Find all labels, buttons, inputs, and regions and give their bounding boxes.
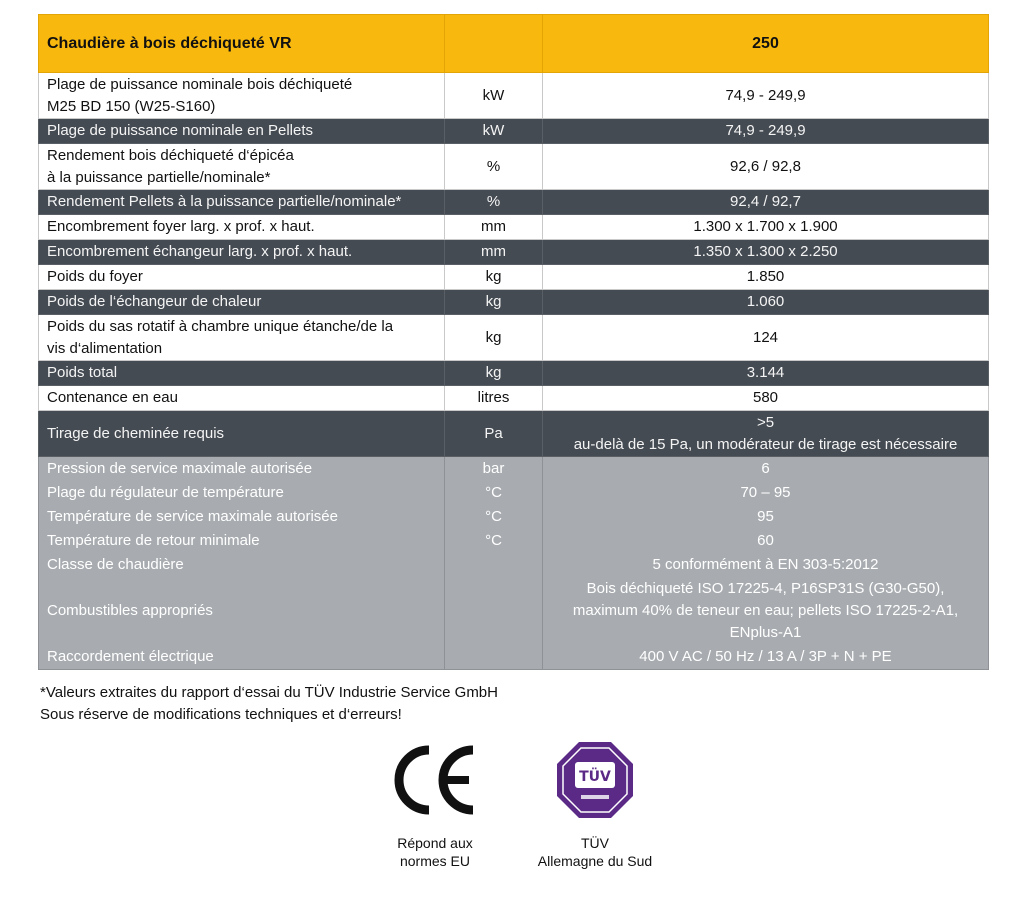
ce-caption-line2: normes EU xyxy=(399,853,471,869)
cell-label xyxy=(39,505,445,529)
cell-label-line: Rendement Pellets à la puissance partielle/nominale* xyxy=(47,193,402,210)
tuv-seal-icon xyxy=(555,740,635,820)
cell-val-line: 5 conformément à EN 303-5:2012 xyxy=(652,556,879,573)
cell-label xyxy=(39,577,445,645)
table-row xyxy=(39,481,989,505)
table-row xyxy=(39,645,989,670)
cell-val-line: 92,4 / 92,7 xyxy=(730,193,801,210)
cell-val-line: 3.144 xyxy=(746,364,785,381)
header-unit xyxy=(445,15,543,73)
cell-val xyxy=(543,411,989,457)
header-model: 250 xyxy=(543,15,989,73)
table-row xyxy=(39,73,989,119)
cell-val xyxy=(543,144,989,190)
cell-label xyxy=(39,215,445,240)
cell-unit: litres xyxy=(445,386,543,411)
footnotes xyxy=(40,682,498,726)
cell-val-line: 400 V AC / 50 Hz / 13 A / 3P + N + PE xyxy=(639,648,892,665)
cell-unit: bar xyxy=(445,457,543,482)
table-row xyxy=(39,240,989,265)
cell-val-line: 1.350 x 1.300 x 2.250 xyxy=(693,243,838,260)
cell-val-line: 1.300 x 1.700 x 1.900 xyxy=(693,218,838,235)
cell-val-line: 74,9 - 249,9 xyxy=(725,86,806,104)
cell-label-line: Classe de chaudière xyxy=(47,556,184,573)
cell-val xyxy=(543,505,989,529)
cell-label xyxy=(39,553,445,577)
table-row xyxy=(39,411,989,457)
cell-unit xyxy=(445,577,543,645)
cell-label-line: Rendement bois déchiqueté d‘épicéa xyxy=(47,146,294,164)
table-row xyxy=(39,144,989,190)
cell-label xyxy=(39,190,445,215)
cell-val xyxy=(543,361,989,386)
cell-label-line: Pression de service maximale autorisée xyxy=(47,460,313,477)
table-row xyxy=(39,265,989,290)
cell-val-line: 1.060 xyxy=(746,293,785,310)
footnote-disclaimer: Sous réserve de modifications techniques et d‘erreurs! xyxy=(40,706,402,723)
cell-label-line: Tirage de cheminée requis xyxy=(47,424,225,442)
cell-label xyxy=(39,481,445,505)
cell-label-line: Plage de puissance nominale en Pellets xyxy=(47,122,314,139)
cell-label xyxy=(39,265,445,290)
table-row xyxy=(39,361,989,386)
cell-val xyxy=(543,315,989,361)
cell-label-line: Plage du régulateur de température xyxy=(47,484,284,501)
cell-label-line: Poids total xyxy=(47,364,118,381)
cell-val-line: 70 – 95 xyxy=(740,484,791,501)
table-row xyxy=(39,190,989,215)
cell-label-line: Température de retour minimale xyxy=(47,532,260,549)
tuv-seal-text: TÜV xyxy=(579,769,611,785)
cell-unit: °C xyxy=(445,505,543,529)
cell-val xyxy=(543,457,989,482)
tuv-caption-line2: Allemagne du Sud xyxy=(537,853,653,869)
cell-label-line: Plage de puissance nominale bois déchiqueté xyxy=(47,75,353,93)
cell-val-line: 124 xyxy=(752,328,779,346)
cell-val-line: >5 xyxy=(756,413,775,431)
cell-val-line: 95 xyxy=(757,508,774,525)
cell-label-line: Poids du foyer xyxy=(47,268,143,285)
cell-val xyxy=(543,645,989,670)
cell-val-line: 6 xyxy=(761,460,770,477)
cell-label-line: Poids de l‘échangeur de chaleur xyxy=(47,293,262,310)
cell-val xyxy=(543,73,989,119)
cell-label-line: Température de service maximale autorisée xyxy=(47,508,338,525)
table-row xyxy=(39,290,989,315)
table-row xyxy=(39,215,989,240)
table-row xyxy=(39,577,989,645)
cell-val-line: Bois déchiqueté ISO 17225-4, P16SP31S (G30-G50), xyxy=(586,580,945,597)
cell-val xyxy=(543,577,989,645)
cell-label xyxy=(39,73,445,119)
cell-label xyxy=(39,240,445,265)
cell-label-line: Contenance en eau xyxy=(47,389,178,406)
cell-unit: Pa xyxy=(445,411,543,457)
cell-label xyxy=(39,361,445,386)
ce-mark-icon xyxy=(389,740,481,820)
table-row xyxy=(39,315,989,361)
cell-val xyxy=(543,240,989,265)
cell-val xyxy=(543,553,989,577)
cell-unit: °C xyxy=(445,529,543,553)
tuv-caption-line1: TÜV xyxy=(581,835,609,851)
cell-label-line: Raccordement électrique xyxy=(47,648,214,665)
cell-val-line: 580 xyxy=(752,389,779,406)
cell-unit: % xyxy=(445,190,543,215)
cell-label xyxy=(39,144,445,190)
cell-val xyxy=(543,529,989,553)
cell-label xyxy=(39,315,445,361)
cell-label xyxy=(39,119,445,144)
cell-unit: kW xyxy=(445,119,543,144)
cell-label xyxy=(39,386,445,411)
cell-unit xyxy=(445,645,543,670)
ce-caption-line1: Répond aux xyxy=(397,835,473,851)
cell-unit: kg xyxy=(445,315,543,361)
tuv-logo-block xyxy=(525,740,665,870)
cell-val-line: 92,6 / 92,8 xyxy=(730,157,801,175)
cell-unit: % xyxy=(445,144,543,190)
cell-val xyxy=(543,265,989,290)
cell-unit: mm xyxy=(445,215,543,240)
table-row xyxy=(39,553,989,577)
cell-label xyxy=(39,290,445,315)
spec-table xyxy=(38,14,989,670)
table-header-row xyxy=(39,15,989,73)
cell-label-line: Combustibles appropriés xyxy=(47,602,213,619)
cell-val-line: 60 xyxy=(757,532,774,549)
cell-val xyxy=(543,215,989,240)
cell-val xyxy=(543,386,989,411)
table-row xyxy=(39,457,989,482)
cell-unit: kg xyxy=(445,361,543,386)
cell-val-line: ENplus-A1 xyxy=(729,624,802,641)
cell-unit: °C xyxy=(445,481,543,505)
cell-label-line: vis d‘alimentation xyxy=(47,339,163,357)
table-row xyxy=(39,386,989,411)
header-title: Chaudière à bois déchiqueté VR xyxy=(39,15,445,73)
cell-val-line: 74,9 - 249,9 xyxy=(725,122,806,139)
table-row xyxy=(39,119,989,144)
cell-label-line: M25 BD 150 (W25-S160) xyxy=(47,97,216,115)
tuv-caption xyxy=(525,834,665,870)
cell-val-line: 1.850 xyxy=(746,268,785,285)
cell-unit: kg xyxy=(445,265,543,290)
cell-val-line: au-delà de 15 Pa, un modérateur de tirage est nécessaire xyxy=(573,435,958,453)
ce-caption xyxy=(380,834,490,870)
cell-label xyxy=(39,457,445,482)
cell-label xyxy=(39,529,445,553)
footnote-test-report: *Valeurs extraites du rapport d‘essai du TÜV Industrie Service GmbH xyxy=(40,684,498,701)
cell-val-line: maximum 40% de teneur en eau; pellets ISO 17225-2-A1, xyxy=(572,602,959,619)
cell-label-line: Poids du sas rotatif à chambre unique étanche/de la xyxy=(47,317,394,335)
cell-unit xyxy=(445,553,543,577)
cell-label-line: à la puissance partielle/nominale* xyxy=(47,168,271,186)
cell-val xyxy=(543,190,989,215)
table-row xyxy=(39,529,989,553)
cell-val xyxy=(543,119,989,144)
cell-val xyxy=(543,290,989,315)
cell-label xyxy=(39,645,445,670)
cell-label xyxy=(39,411,445,457)
cell-unit: kg xyxy=(445,290,543,315)
cell-unit: kW xyxy=(445,73,543,119)
cell-label-line: Encombrement foyer larg. x prof. x haut. xyxy=(47,218,315,235)
cell-val xyxy=(543,481,989,505)
table-row xyxy=(39,505,989,529)
ce-logo-block xyxy=(380,740,490,870)
cell-unit: mm xyxy=(445,240,543,265)
cell-label-line: Encombrement échangeur larg. x prof. x haut. xyxy=(47,243,353,260)
